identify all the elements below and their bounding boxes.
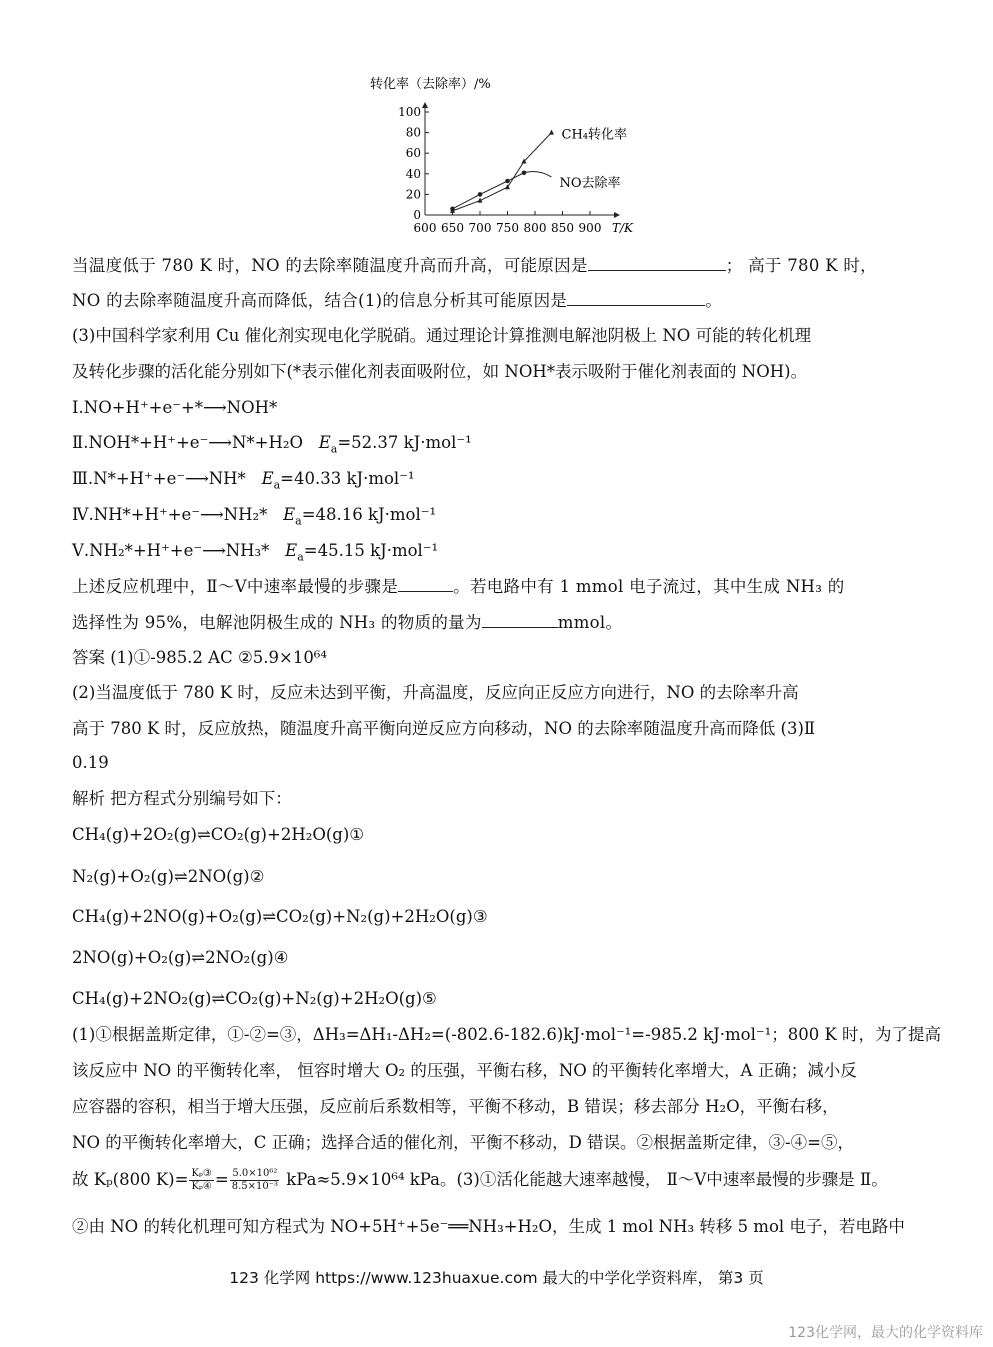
x-axis-arrow — [614, 212, 620, 218]
analysis-title: 解析 把方程式分别编号如下： — [72, 789, 292, 808]
x-tick-label: 650 — [441, 221, 464, 235]
equation-2: N₂(g)+O₂(g)⇌2NO(g)② — [72, 867, 265, 886]
y-tick-label: 80 — [405, 125, 421, 140]
step-5: Ⅴ.NH₂*+H⁺+e⁻⟶NH₃* $E_a=45.15$ kJ·mol⁻¹ — [72, 541, 439, 564]
equation-4: 2NO(g)+O₂(g)⇌2NO₂(g)④ — [72, 948, 289, 967]
step-3: Ⅲ.N*+H⁺+e⁻⟶NH* $E_a=40.33$ kJ·mol⁻¹ — [72, 469, 415, 492]
analysis-line-2: 该反应中 NO 的平衡转化率， 恒容时增大 O₂ 的压强，平衡右移，NO 的平衡转化率增大，A 正确；减小反 — [72, 1061, 857, 1080]
y-axis-arrow — [422, 102, 428, 108]
watermark-text: 123化学网，最大的化学资料库 — [788, 1325, 983, 1341]
no-point — [450, 207, 455, 212]
answer-line-4: 0.19 — [72, 753, 109, 772]
step-4: Ⅳ.NH*+H⁺+e⁻⟶NH₂* $E_a=48.16$ kJ·mol⁻¹ — [72, 505, 437, 528]
y-tick-label: 60 — [405, 146, 421, 161]
kp-value-fraction: $\frac{\text{5.0×10⁶²}}{\text{8.5×10⁻³}}$ — [231, 1168, 278, 1192]
equation-1: CH₄(g)+2O₂(g)⇌CO₂(g)+2H₂O(g)① — [72, 825, 365, 844]
y-tick-label: 40 — [405, 166, 421, 181]
no-point — [505, 179, 510, 184]
question-line-3: (3)中国科学家利用 Cu 催化剂实现电化学脱硝。通过理论计算推测电解池阴极上 NO 可能的转化机理 — [72, 326, 812, 345]
y-tick-label: 20 — [405, 187, 421, 202]
x-tick-label: 800 — [523, 221, 547, 235]
x-tick-label: 750 — [496, 221, 519, 235]
question-line-2: NO 的去除率随温度升高而降低，结合(1)的信息分析其可能原因是 。 — [72, 291, 722, 310]
answer-blank-1 — [588, 254, 726, 271]
step-1: Ⅰ.NO+H⁺+e⁻+*⟶NOH* — [72, 398, 278, 417]
x-tick-label: 900 — [578, 221, 602, 235]
step-2: Ⅱ.NOH*+H⁺+e⁻⟶N*+H₂O $E_a=52.37$ kJ·mol⁻¹ — [72, 433, 472, 456]
x-tick-label: 600 — [413, 221, 437, 235]
question-line-4: 及转化步骤的活化能分别如下(*表示催化剂表面吸附位，如 NOH*表示吸附于催化剂表面的 NOH)。 — [72, 362, 808, 381]
conversion-chart — [360, 68, 660, 240]
no-series-label: NO去除率 — [559, 175, 621, 191]
answer-blank-2 — [567, 289, 705, 306]
y-tick-label: 0 — [413, 208, 421, 222]
y-tick-label: 100 — [398, 105, 421, 119]
analysis-line-3: 应容器的容积，相当于增大压强，反应前后系数相等，平衡不移动，B 错误；移去部分 H₂O，平衡右移， — [72, 1097, 839, 1116]
answer-blank-3 — [398, 575, 453, 592]
chart-series — [450, 128, 627, 213]
answer-line-3: 高于 780 K 时，反应放热，随温度升高平衡向逆反应方向移动，NO 的去除率随温度升高而降低 (3)Ⅱ — [72, 719, 816, 738]
ch4-series-label: CH₄转化率 — [561, 127, 627, 143]
chart-ylabel: 转化率（去除率）/% — [370, 77, 491, 92]
equation-3: CH₄(g)+2NO(g)+O₂(g)⇌CO₂(g)+N₂(g)+2H₂O(g)③ — [72, 907, 488, 926]
x-tick-label: 850 — [551, 221, 574, 235]
page-footer: 123 化学网 https://www.123huaxue.com 最大的中学化学资料库， 第3 页 — [229, 1269, 764, 1287]
equation-5: CH₄(g)+2NO₂(g)⇌CO₂(g)+N₂(g)+2H₂O(g)⑤ — [72, 989, 437, 1008]
chart-axes — [422, 102, 620, 218]
x-axis-label: T/K — [612, 221, 634, 235]
no-point — [522, 170, 527, 175]
kp-ratio-fraction: $\frac{\text{Kₚ③}}{\text{Kₚ④}}$ — [191, 1168, 212, 1192]
question-line-5: 上述反应机理中，Ⅱ～Ⅴ中速率最慢的步骤是 。若电路中有 1 mmol 电子流过，其中生成 NH₃ 的 — [72, 577, 845, 596]
answer-line-1: 答案 (1)①-985.2 AC ②5.9×10⁶⁴ — [72, 648, 328, 667]
answer-line-2: (2)当温度低于 780 K 时，反应未达到平衡，升高温度，反应向正反应方向进行，NO 的去除率升高 — [72, 683, 799, 702]
no-point — [478, 192, 483, 197]
x-tick-label: 700 — [468, 221, 492, 235]
question-line-1: 当温度低于 780 K 时，NO 的去除率随温度升高而升高，可能原因是 ； 高于 780 K 时， — [72, 256, 877, 275]
analysis-line-1: (1)①根据盖斯定律，①-②=③，ΔH₃=ΔH₁-ΔH₂=(-802.6-182.6)kJ·mol⁻¹=-985.2 kJ·mol⁻¹；800 K 时，为了提高 — [72, 1025, 942, 1044]
analysis-line-6: ②由 NO 的转化机理可知方程式为 NO+5H⁺+5e⁻══NH₃+H₂O，生成 1 mol NH₃ 转移 5 mol 电子，若电路中 — [72, 1217, 905, 1236]
analysis-line-5: 故 Kₚ(800 K)= $\frac{\text{Kₚ③}}{\text{Kₚ④}}$ = $\frac{\text{5.0×10⁶²}}{\text{8.5×10⁻³}}$ kPa≈5.9×10⁶⁴ kPa。(3)①活化能越大速率越慢， Ⅱ～Ⅴ中速率最慢的步骤是 Ⅱ。 — [72, 1168, 888, 1192]
question-line-6: 选择性为 95%，电解池阴极生成的 NH₃ 的物质的量为 mmol。 — [72, 613, 623, 632]
analysis-line-4: NO 的平衡转化率增大，C 正确；选择合适的催化剂，平衡不移动，D 错误。②根据盖斯定律，③-④=⑤， — [72, 1133, 854, 1152]
ch4-point — [549, 130, 554, 135]
answer-blank-4 — [482, 611, 558, 628]
